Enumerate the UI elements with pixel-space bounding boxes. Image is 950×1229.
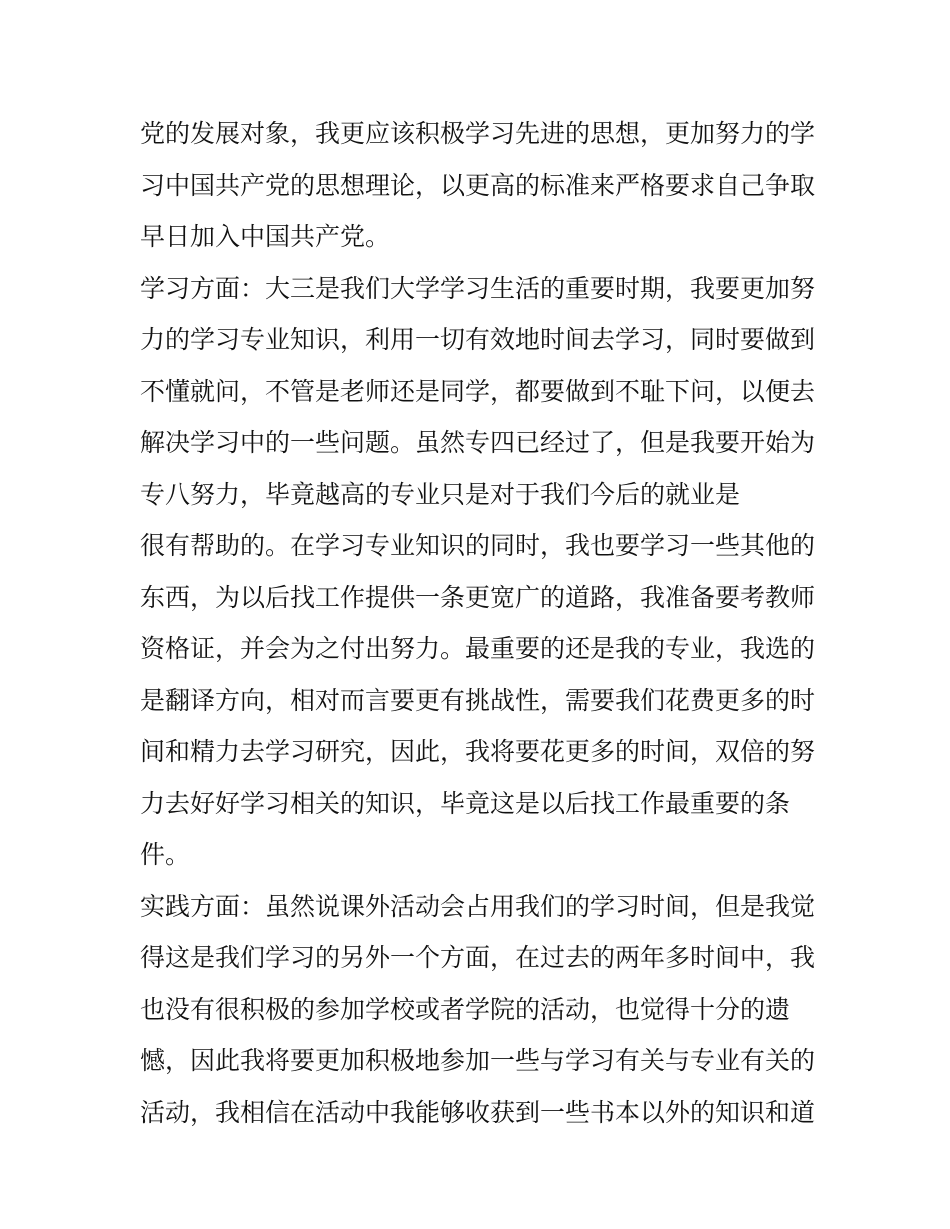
text-line-8: 专八努力，毕竟越高的专业只是对于我们今后的就业是 [140,479,741,509]
text-line-3: 早日加入中国共产党。 [140,222,391,251]
document-body [140,108,820,1138]
text-line-4: 学习方面：大三是我们大学学习生活的重要时期，我要更加努 [140,273,816,303]
text-line-2: 习中国共产党的思想理论，以更高的标准来严格要求自己争取 [140,170,816,200]
text-line-13: 间和精力去学习研究，因此，我将要花更多的时间，双倍的努 [140,737,816,766]
text-line-10: 东西，为以后找工作提供一条更宽广的道路，我准备要考教师 [140,582,816,612]
text-line-15: 件。 [140,840,191,869]
text-line-17: 得这是我们学习的另外一个方面，在过去的两年多时间中，我 [140,943,816,972]
text-line-19: 憾，因此我将要更加积极地参加一些与学习有关与专业有关的 [140,1046,816,1075]
text-line-7: 解决学习中的一些问题。虽然专四已经过了，但是我要开始为 [140,428,816,457]
text-line-9: 很有帮助的。在学习专业知识的同时，我也要学习一些其他的 [140,531,816,560]
text-line-1: 党的发展对象，我更应该积极学习先进的思想，更加努力的学 [140,119,816,148]
text-line-16: 实践方面：虽然说课外活动会占用我们的学习时间，但是我觉 [140,891,816,921]
text-line-12: 是翻译方向，相对而言要更有挑战性，需要我们花费更多的时 [140,685,816,715]
text-line-14: 力去好好学习相关的知识，毕竟这是以后找工作最重要的条 [140,788,791,818]
text-line-18: 也没有很积极的参加学校或者学院的活动，也觉得十分的遗 [140,994,791,1024]
text-line-20: 活动，我相信在活动中我能够收获到一些书本以外的知识和道 [140,1097,816,1127]
text-line-5: 力的学习专业知识，利用一切有效地时间去学习，同时要做到 [140,325,816,354]
text-line-6: 不懂就问，不管是老师还是同学，都要做到不耻下问，以便去 [140,376,816,406]
text-line-11: 资格证，并会为之付出努力。最重要的还是我的专业，我选的 [140,634,816,663]
